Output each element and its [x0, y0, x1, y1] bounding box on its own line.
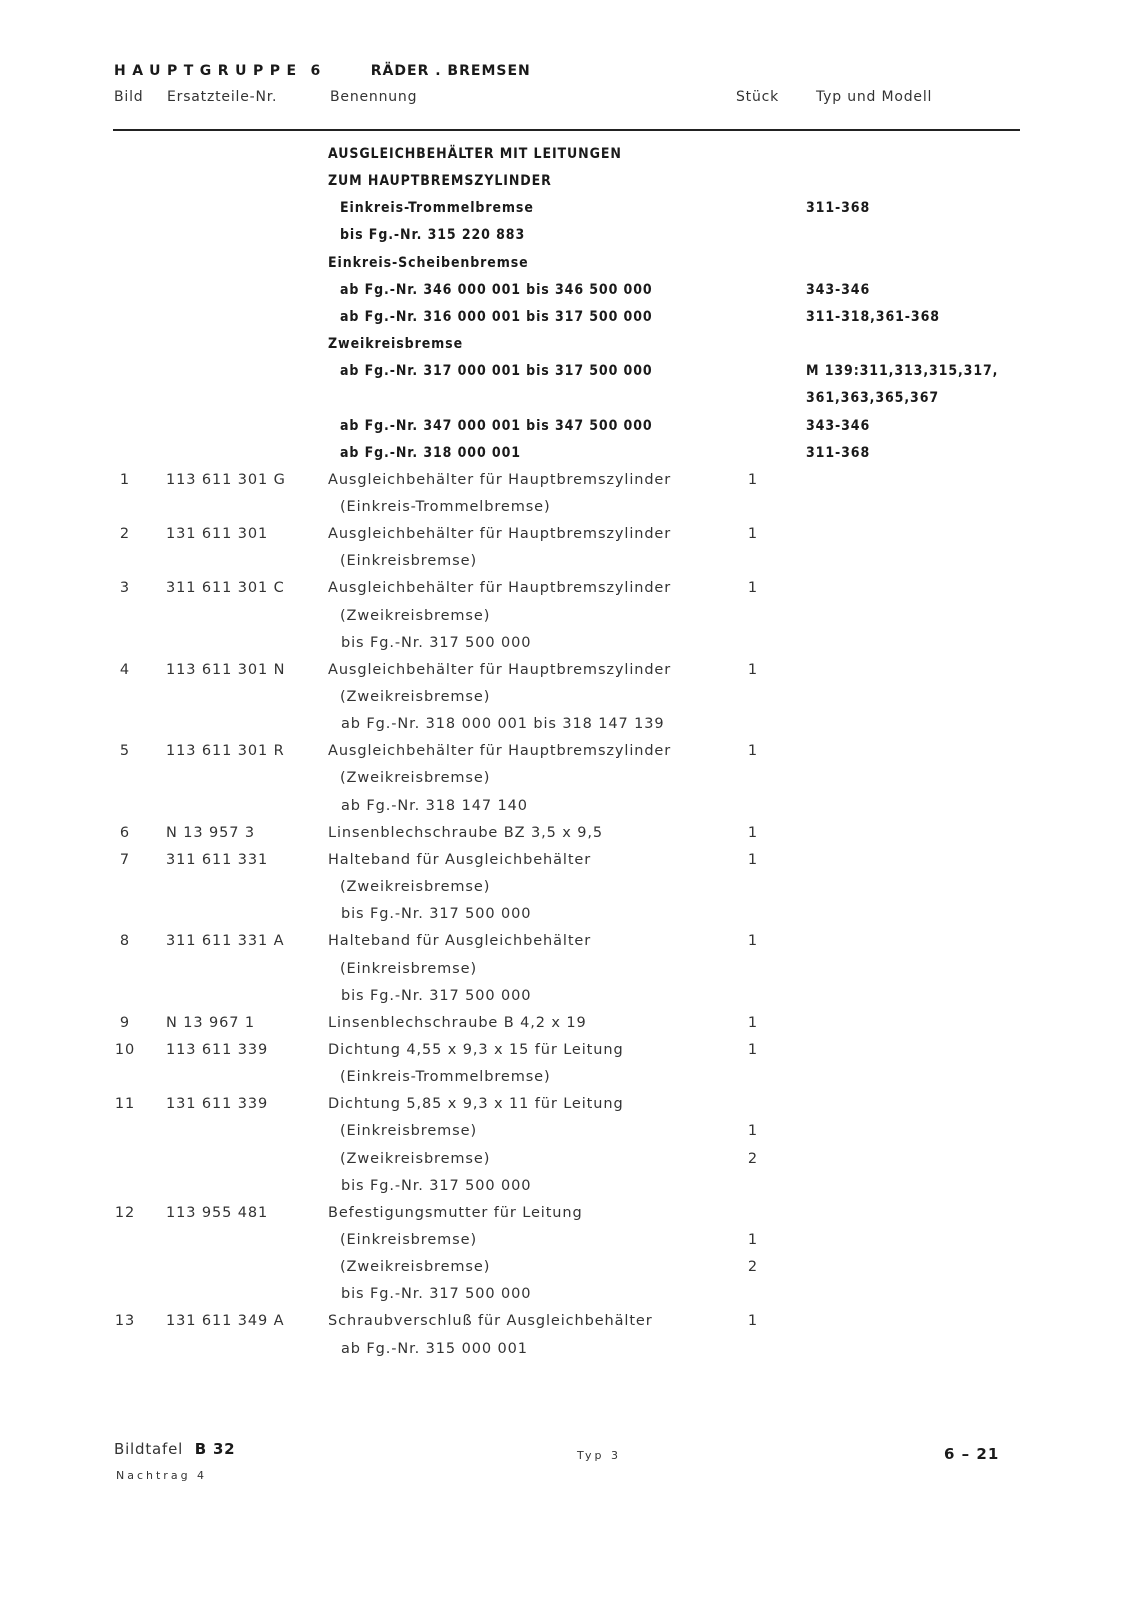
variant-text: Zweikreisbremse — [328, 336, 464, 353]
part-description: (Zweikreisbremse) — [340, 1259, 491, 1276]
col-header-benennung: Benennung — [330, 89, 418, 105]
section-title-line-1: AUSGLEICHBEHÄLTER MIT LEITUNGEN — [328, 146, 622, 162]
part-quantity: 1 — [747, 824, 759, 841]
part-quantity: 1 — [747, 1313, 759, 1330]
variant-typ: 343-346 — [806, 281, 871, 298]
part-bild-number: 8 — [119, 933, 131, 950]
part-number: 113 611 339 — [166, 1041, 269, 1058]
part-description: (Zweikreisbremse) — [340, 1150, 491, 1167]
bildtafel-label: Bildtafel — [114, 1440, 184, 1458]
part-description: (Einkreisbremse) — [340, 553, 478, 570]
part-number: 131 611 301 — [166, 526, 269, 543]
part-number: N 13 967 1 — [166, 1014, 256, 1031]
variant-typ: 311-368 — [806, 200, 871, 217]
variant-typ: 343-346 — [806, 417, 871, 434]
part-number: 311 611 301 C — [166, 580, 285, 597]
part-description: Ausgleichbehälter für Hauptbremszylinder — [328, 743, 672, 760]
section-title: RÄDER . BREMSEN — [370, 63, 531, 79]
variant-typ: 311-318,361-368 — [806, 308, 940, 325]
part-description: bis Fg.-Nr. 317 500 000 — [341, 1286, 532, 1303]
part-description: Linsenblechschraube BZ 3,5 x 9,5 — [328, 824, 603, 841]
part-description: Dichtung 5,85 x 9,3 x 11 für Leitung — [328, 1096, 624, 1113]
col-header-bild: Bild — [114, 89, 144, 105]
part-number: 311 611 331 — [166, 851, 269, 868]
part-bild-number: 7 — [119, 851, 131, 868]
part-description: Ausgleichbehälter für Hauptbremszylinder — [328, 580, 672, 597]
footer-typ: Typ 3 — [577, 1449, 621, 1462]
part-bild-number: 2 — [119, 526, 131, 543]
part-description: (Einkreis-Trommelbremse) — [340, 1069, 551, 1086]
part-description: bis Fg.-Nr. 317 500 000 — [341, 906, 532, 923]
part-quantity: 1 — [747, 471, 759, 488]
page-number: 6 – 21 — [944, 1445, 1000, 1463]
variant-text: ab Fg.-Nr. 316 000 001 bis 317 500 000 — [340, 308, 653, 325]
variant-typ: 361,363,365,367 — [806, 390, 940, 407]
part-description: Ausgleichbehälter für Hauptbremszylinder — [328, 526, 672, 543]
part-description: (Einkreis-Trommelbremse) — [340, 498, 551, 515]
part-bild-number: 1 — [119, 471, 131, 488]
part-bild-number: 6 — [119, 824, 131, 841]
page-header — [114, 63, 531, 79]
group-label: HAUPTGRUPPE — [114, 63, 303, 79]
section-title-line-2: ZUM HAUPTBREMSZYLINDER — [328, 173, 552, 190]
part-description: ab Fg.-Nr. 318 000 001 bis 318 147 139 — [341, 716, 665, 733]
part-description: Befestigungsmutter für Leitung — [328, 1204, 583, 1221]
part-number: 113 611 301 R — [166, 743, 285, 760]
part-description: Linsenblechschraube B 4,2 x 19 — [328, 1014, 587, 1031]
part-description: bis Fg.-Nr. 317 500 000 — [341, 1177, 532, 1194]
variant-text: ab Fg.-Nr. 347 000 001 bis 347 500 000 — [340, 417, 653, 434]
part-number: 131 611 339 — [166, 1096, 269, 1113]
part-quantity: 1 — [747, 743, 759, 760]
part-description: (Zweikreisbremse) — [340, 689, 491, 705]
part-bild-number: 10 — [114, 1041, 136, 1058]
part-bild-number: 9 — [119, 1014, 131, 1031]
part-quantity: 1 — [747, 526, 759, 543]
variant-text: bis Fg.-Nr. 315 220 883 — [340, 227, 526, 244]
part-bild-number: 12 — [114, 1204, 136, 1221]
col-header-stueck: Stück — [736, 89, 780, 105]
part-number: 311 611 331 A — [166, 933, 285, 950]
part-quantity: 1 — [747, 851, 759, 868]
variant-text: ab Fg.-Nr. 317 000 001 bis 317 500 000 — [340, 363, 653, 380]
part-number: 131 611 349 A — [166, 1313, 285, 1330]
footer-nachtrag: Nachtrag 4 — [116, 1469, 208, 1482]
part-description: (Zweikreisbremse) — [340, 879, 491, 896]
group-number: 6 — [310, 63, 321, 79]
part-number: N 13 957 3 — [166, 824, 256, 841]
part-description: (Einkreisbremse) — [340, 1123, 478, 1140]
part-description: (Einkreisbremse) — [340, 1232, 478, 1248]
part-description: Schraubverschluß für Ausgleichbehälter — [328, 1313, 653, 1330]
part-description: (Einkreisbremse) — [340, 960, 478, 977]
part-description: ab Fg.-Nr. 318 147 140 — [341, 797, 528, 814]
variant-typ: 311-368 — [806, 444, 871, 461]
part-bild-number: 11 — [114, 1096, 136, 1113]
part-description: Dichtung 4,55 x 9,3 x 15 für Leitung — [328, 1041, 624, 1058]
part-quantity: 1 — [747, 1123, 759, 1140]
part-quantity: 1 — [747, 1041, 759, 1058]
header-divider — [113, 129, 1020, 131]
part-description: Halteband für Ausgleichbehälter — [328, 933, 592, 950]
part-bild-number: 5 — [119, 743, 131, 760]
part-quantity: 1 — [747, 580, 759, 597]
col-header-ersatzteile: Ersatzteile-Nr. — [167, 89, 278, 105]
bildtafel-value: B 32 — [194, 1440, 236, 1458]
variant-text: Einkreis-Scheibenbremse — [328, 254, 529, 271]
part-quantity: 1 — [747, 1014, 759, 1031]
part-description: Halteband für Ausgleichbehälter — [328, 851, 592, 868]
part-quantity: 2 — [747, 1150, 759, 1167]
part-number: 113 955 481 — [166, 1204, 269, 1221]
part-bild-number: 3 — [119, 580, 131, 597]
part-number: 113 611 301 N — [166, 661, 286, 678]
part-bild-number: 4 — [119, 661, 131, 678]
variant-text: ab Fg.-Nr. 318 000 001 — [340, 444, 521, 461]
part-description: Ausgleichbehälter für Hauptbremszylinder — [328, 661, 672, 678]
part-description: (Zweikreisbremse) — [340, 607, 491, 624]
variant-typ: M 139:311,313,315,317, — [806, 363, 999, 380]
part-quantity: 1 — [747, 661, 759, 678]
part-quantity: 1 — [747, 1232, 759, 1248]
part-quantity: 2 — [747, 1259, 759, 1276]
part-description: ab Fg.-Nr. 315 000 001 — [341, 1340, 528, 1357]
footer-bildtafel — [114, 1440, 235, 1458]
part-description: Ausgleichbehälter für Hauptbremszylinder — [328, 471, 672, 488]
part-description: bis Fg.-Nr. 317 500 000 — [341, 987, 532, 1004]
part-number: 113 611 301 G — [166, 471, 286, 488]
part-bild-number: 13 — [114, 1313, 136, 1330]
variant-text: Einkreis-Trommelbremse — [340, 200, 534, 217]
part-description: (Zweikreisbremse) — [340, 770, 491, 787]
col-header-typ: Typ und Modell — [816, 89, 933, 105]
part-quantity: 1 — [747, 933, 759, 950]
variant-text: ab Fg.-Nr. 346 000 001 bis 346 500 000 — [340, 281, 653, 298]
part-description: bis Fg.-Nr. 317 500 000 — [341, 634, 532, 651]
